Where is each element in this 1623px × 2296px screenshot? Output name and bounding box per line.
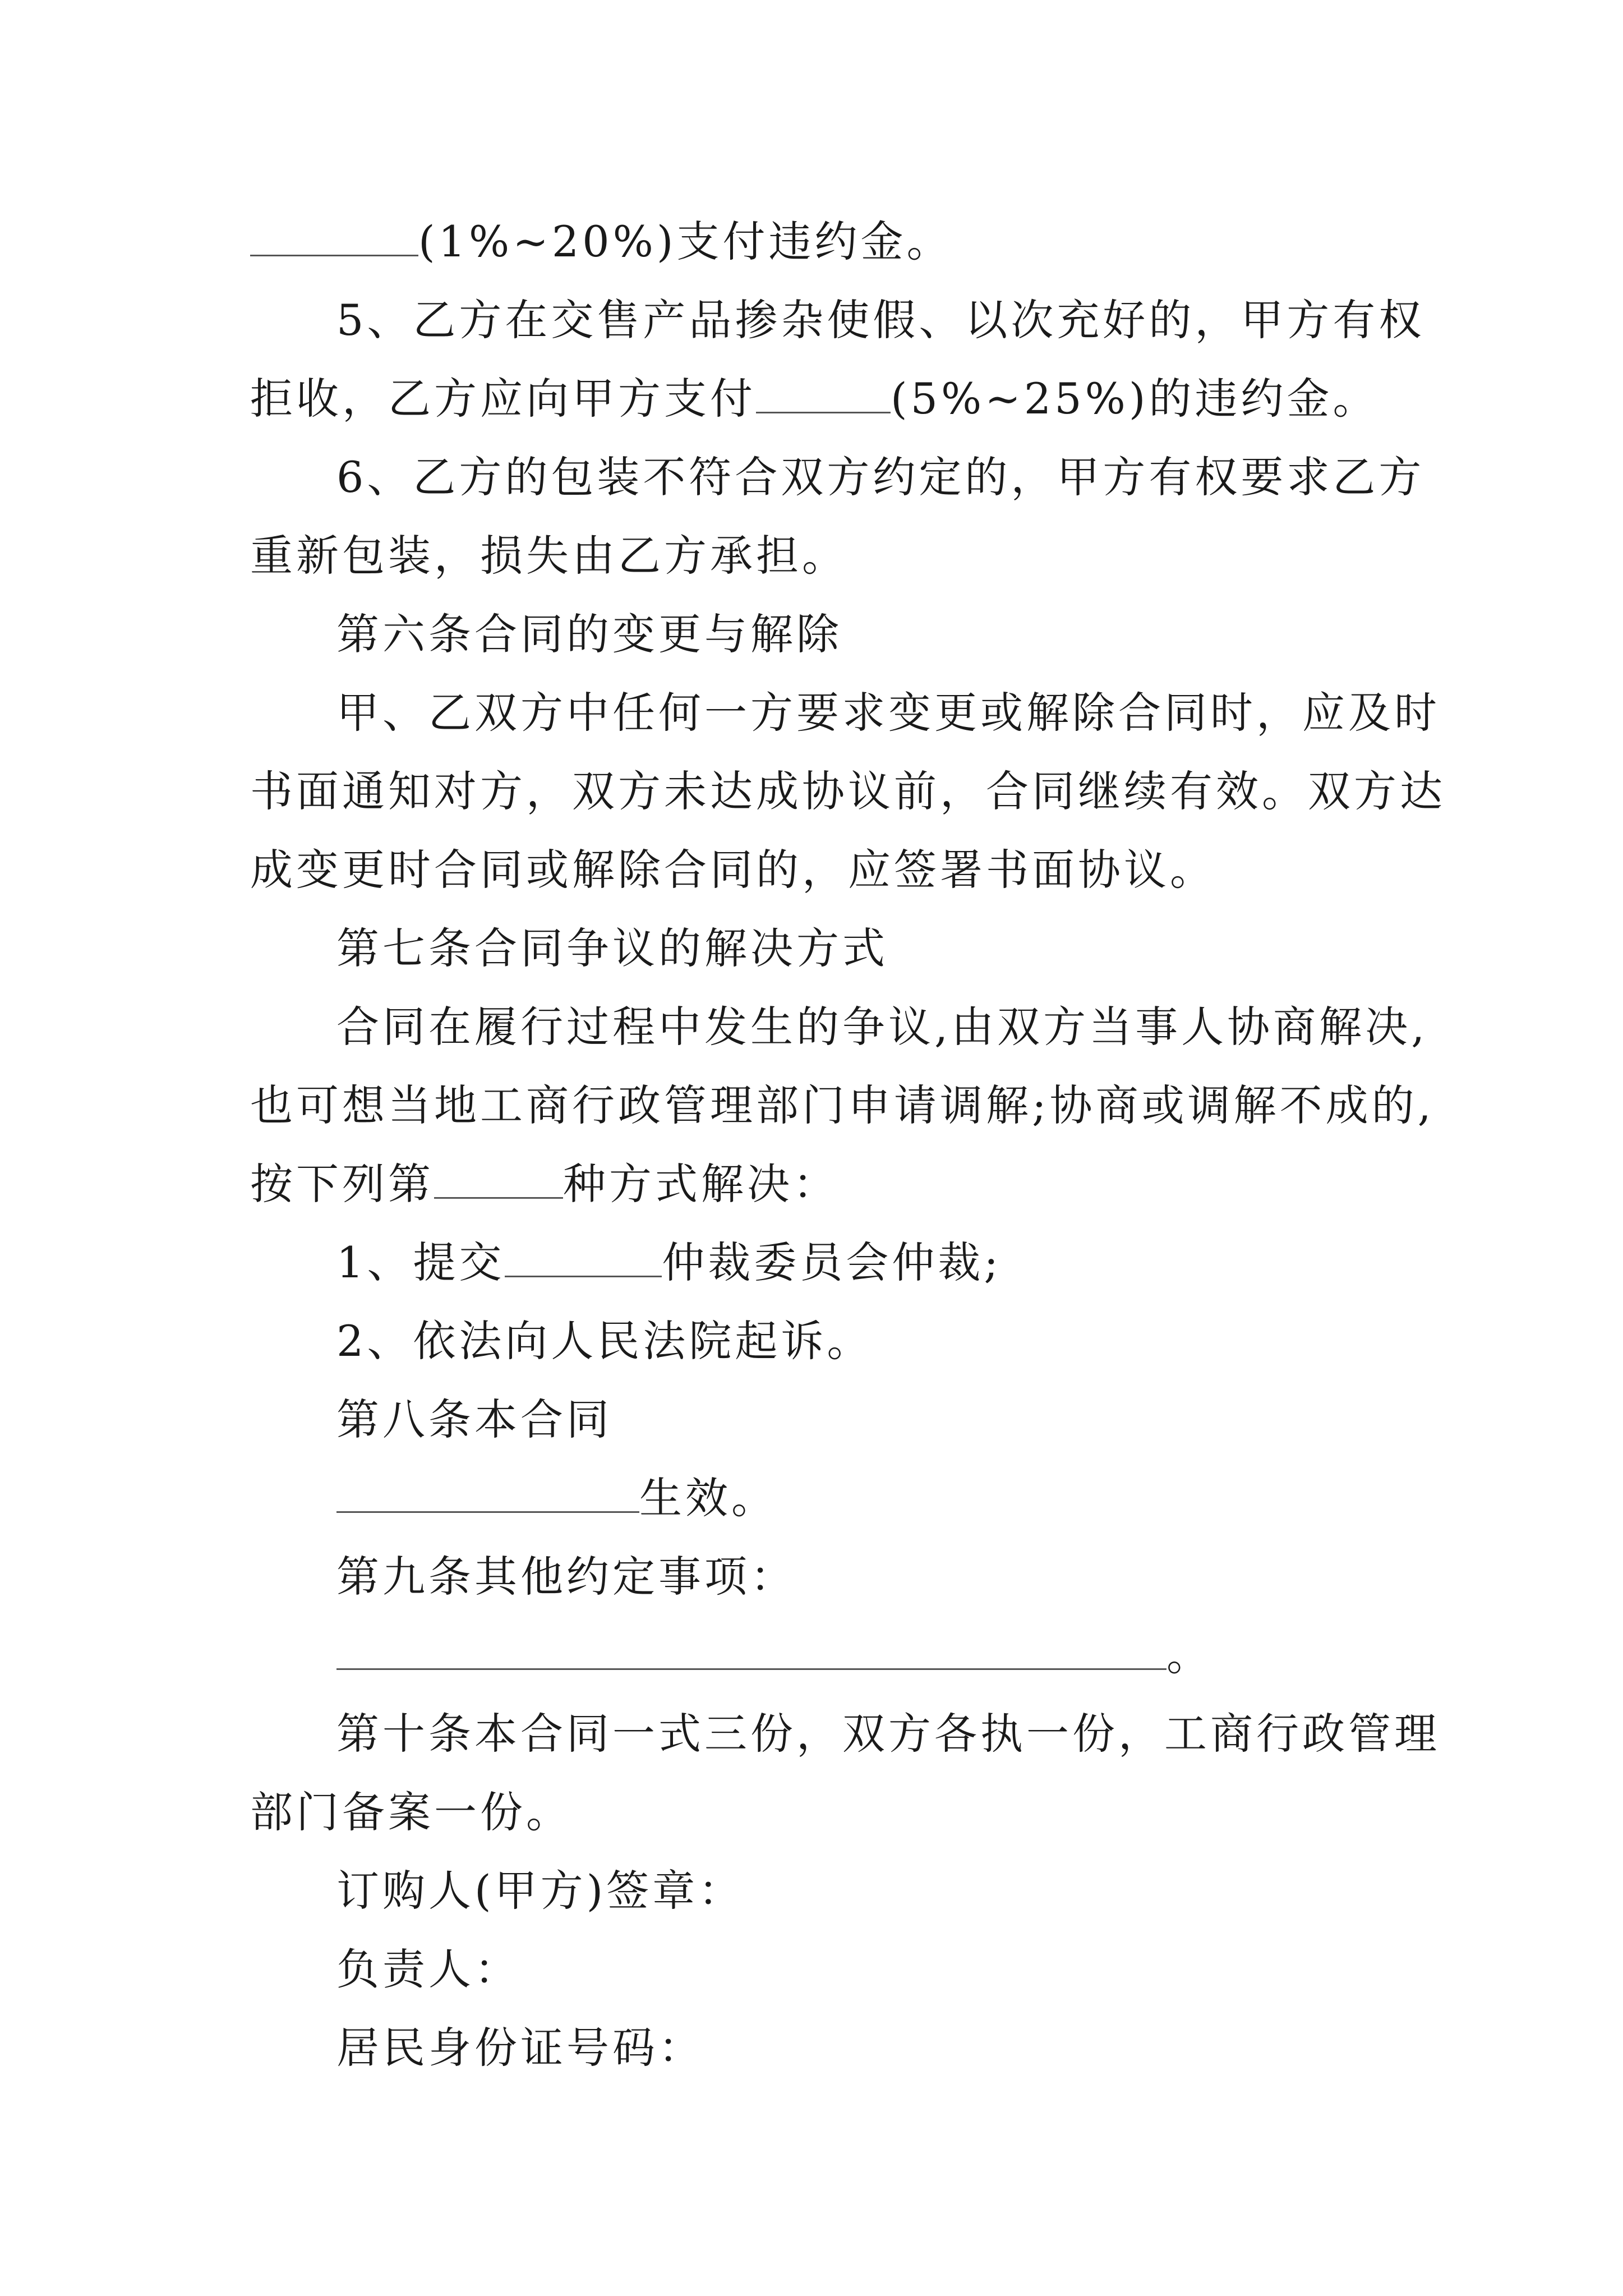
signature-field-label	[336, 1944, 520, 1994]
section-heading	[336, 1709, 1440, 1759]
line-text: 拒收，乙方应向甲方支付	[250, 374, 756, 424]
line-text: 种方式解决：	[563, 1159, 839, 1209]
line-text: 成变更时合同或解除合同的，应签署书面协议。	[250, 845, 1216, 895]
line-text: 按下列第	[250, 1159, 434, 1209]
section-heading	[336, 923, 888, 973]
text-line	[250, 1159, 839, 1209]
section-heading	[336, 1552, 796, 1602]
text-line	[336, 452, 1425, 502]
line-text: (5%~25%)的违约金。	[891, 374, 1379, 424]
line-text: 负责人：	[336, 1944, 520, 1994]
text-line	[250, 1787, 572, 1837]
line-text: 6、乙方的包装不符合双方约定的，甲方有权要求乙方	[336, 452, 1425, 502]
fill-in-blank[interactable]	[505, 1243, 662, 1277]
line-text: 2、依法向人民法院起诉。	[336, 1316, 873, 1366]
line-text: 合同在履行过程中发生的争议,由双方当事人协商解决,	[336, 1002, 1428, 1052]
line-text: 订购人(甲方)签章：	[336, 1866, 745, 1916]
line-text: 5、乙方在交售产品掺杂使假、以次充好的，甲方有权	[336, 295, 1425, 345]
line-text: 重新包装，损失由乙方承担。	[250, 531, 848, 581]
fill-in-blank[interactable]	[336, 1479, 639, 1513]
line-text: 第八条本合同	[336, 1395, 612, 1444]
text-line	[336, 1237, 1002, 1287]
text-line	[336, 1630, 1212, 1680]
text-line	[336, 295, 1425, 345]
line-text: 生效。	[639, 1473, 777, 1523]
fill-in-blank[interactable]	[756, 379, 891, 413]
text-line	[250, 766, 1446, 816]
text-line	[250, 374, 1379, 424]
text-line	[336, 1316, 873, 1366]
text-line	[250, 531, 848, 581]
line-text: 部门备案一份。	[250, 1787, 572, 1837]
signature-field-label	[336, 2023, 704, 2073]
text-line	[250, 217, 953, 266]
line-text: 第七条合同争议的解决方式	[336, 923, 888, 973]
line-text: 甲、乙双方中任何一方要求变更或解除合同时，应及时	[336, 688, 1440, 738]
fill-in-blank[interactable]	[336, 1636, 1166, 1670]
section-heading	[336, 1395, 612, 1444]
fill-in-blank[interactable]	[434, 1165, 563, 1199]
line-text: (1%~20%)支付违约金。	[418, 217, 953, 266]
line-text: 。	[1166, 1630, 1212, 1680]
section-heading	[336, 609, 842, 659]
line-text: 1、提交	[336, 1237, 505, 1287]
text-line	[336, 1473, 777, 1523]
line-text: 第六条合同的变更与解除	[336, 609, 842, 659]
line-text: 第十条本合同一式三份，双方各执一份，工商行政管理	[336, 1709, 1440, 1759]
line-text: 第九条其他约定事项：	[336, 1552, 796, 1602]
text-line	[336, 1002, 1428, 1052]
line-text: 仲裁委员会仲裁;	[662, 1237, 1002, 1287]
line-text: 也可想当地工商行政管理部门申请调解;协商或调解不成的,	[250, 1080, 1435, 1130]
text-line	[336, 688, 1440, 738]
fill-in-blank[interactable]	[250, 222, 418, 256]
text-line	[250, 1080, 1435, 1130]
line-text: 居民身份证号码：	[336, 2023, 704, 2073]
signature-field-label	[336, 1866, 745, 1916]
line-text: 书面通知对方，双方未达成协议前，合同继续有效。双方达	[250, 766, 1446, 816]
text-line	[250, 845, 1216, 895]
